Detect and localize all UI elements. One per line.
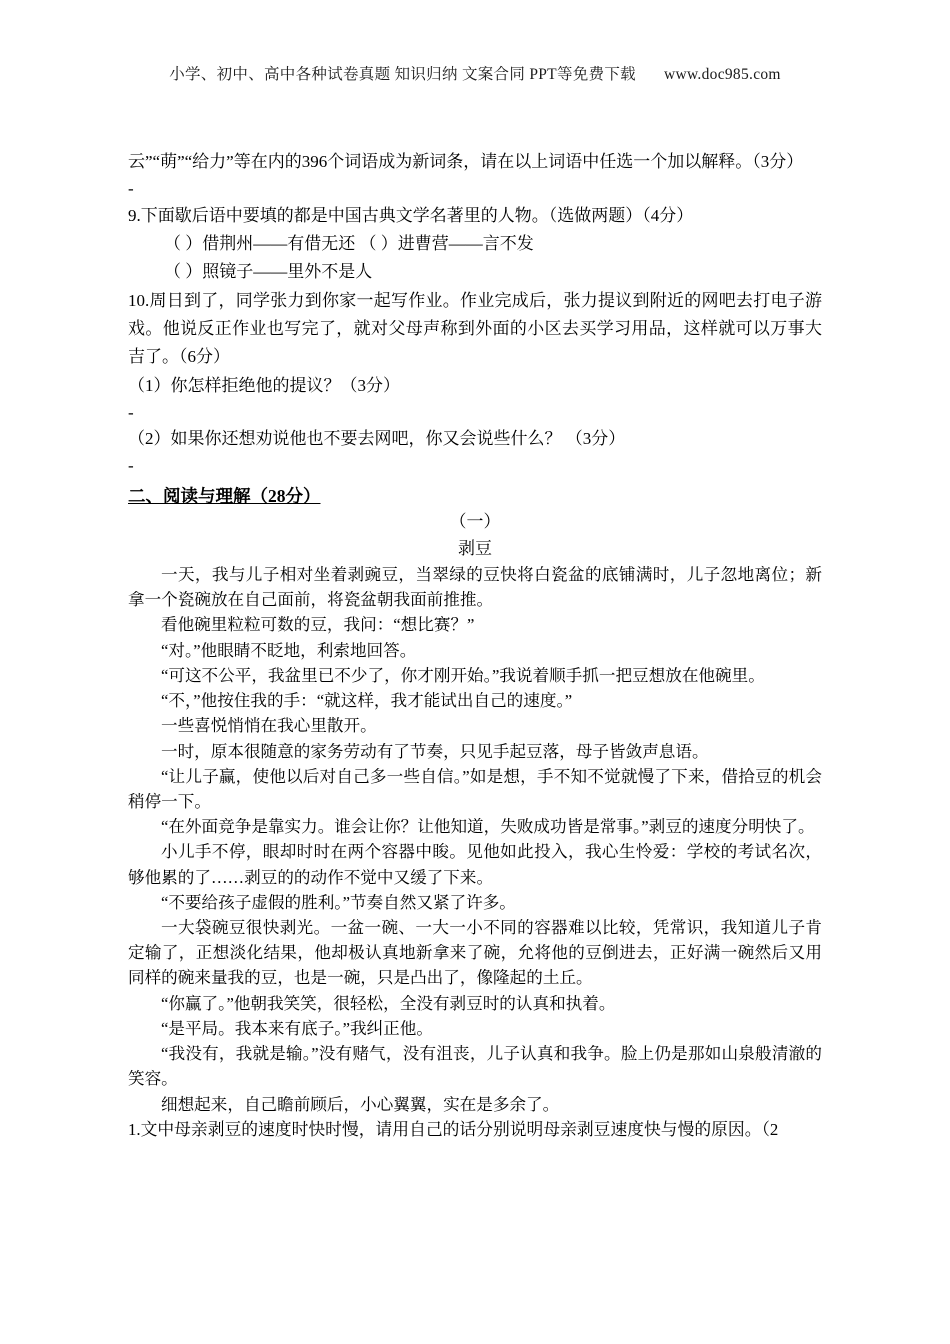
question-9-row-1: （ ）借荆州——有借无还 （ ）进曹营——言不发 [164, 233, 534, 253]
article-paragraph: 小儿手不停，眼却时时在两个容器中睃。见他如此投入，我心生怜爱：学校的考试名次，够他累的了……剥豆的的动作不觉中又缓了下来。 [128, 842, 822, 887]
part-label: （一） [449, 511, 501, 531]
article-paragraph: “可这不公平，我盆里已不少了，你才刚开始。”我说着顺手抓一把豆想放在他碗里。 [161, 665, 765, 685]
article-paragraph: 一大袋碗豆很快剥光。一盆一碗、一大一小不同的容器难以比较，凭常识，我知道儿子肯定输了，正想淡化结果，他却极认真地新拿来了碗，允将他的豆倒进去，正好满一碗然后又用同样的碗来量我的豆，也是一碗，只是凸出了，像隆起的土丘。 [128, 918, 822, 988]
article-paragraph: 一时，原本很随意的家务劳动有了节奏，只见手起豆落，母子皆敛声息语。 [161, 741, 709, 761]
question-10-sub-2: （2）如果你还想劝说他也不要去网吧，你又会说些什么？ （3分） [128, 429, 626, 449]
article-paragraph: 看他碗里粒粒可数的豆，我问：“想比赛？” [161, 615, 475, 635]
reading-question-1: 1.文中母亲剥豆的速度时快时慢，请用自己的话分别说明母亲剥豆速度快与慢的原因。（2 [128, 1119, 779, 1139]
section-heading [128, 479, 822, 508]
watermark-text: 小学、初中、高中各种试卷真题 知识归纳 文案合同 PPT等免费下载 [169, 66, 636, 83]
answer-blank-2: - [128, 402, 134, 422]
watermark-header [0, 62, 950, 84]
article-paragraph: “对。”他眼睛不眨地，利索地回答。 [161, 640, 417, 660]
question-10-sub-1: （1）你怎样拒绝他的提议？（3分） [128, 375, 400, 395]
article-paragraph: “你赢了。”他朝我笑笑，很轻松，全没有剥豆时的认真和执着。 [161, 993, 616, 1013]
article-paragraph: “让儿子赢，使他以后对自己多一些自信。”如是想，手不知不觉就慢了下来，借拾豆的机会稍停一下。 [128, 766, 822, 811]
article-paragraph: “是平局。我本来有底子。”我纠正他。 [161, 1018, 433, 1038]
question-10: 10.周日到了，同学张力到你家一起写作业。作业完成后，张力提议到附近的网吧去打电子游戏。他说反正作业也写完了，就对父母声称到外面的小区去买学习用品，这样就可以万事大吉了。（6分） [128, 291, 822, 367]
answer-blank-3: - [128, 456, 134, 476]
question-9-row-2: （ ）照镜子——里外不是人 [164, 262, 373, 282]
article-paragraph: “不，”他按住我的手：“就这样，我才能试出自己的速度。” [161, 691, 573, 711]
question-9: 9.下面歇后语中要填的都是中国古典文学名著里的人物。（选做两题）（4分） [128, 205, 694, 225]
watermark-url: www.doc985.com [663, 66, 781, 83]
article-title: 剥豆 [458, 538, 492, 558]
answer-blank-1: - [128, 179, 134, 199]
article-paragraph: “不要给孩子虚假的胜利。”节奏自然又紧了许多。 [161, 892, 516, 912]
article-paragraph-last: 细想起来，自己瞻前顾后，小心翼翼，实在是多余了。 [161, 1094, 560, 1114]
question-8-tail: 云”“萌”“给力”等在内的396个词语成为新词条，请在以上词语中任选一个加以解释。（3分） [128, 152, 804, 171]
article-paragraph: 一天，我与儿子相对坐着剥豌豆，当翠绿的豆快将白瓷盆的底铺满时，儿子忽地离位；新拿一个瓷碗放在自己面前，将瓷盆朝我面前推推。 [128, 564, 822, 610]
article-paragraph: “我没有，我就是输。”没有赌气，没有沮丧，儿子认真和我争。脸上仍是那如山泉般清澈的笑容。 [128, 1044, 822, 1089]
article-paragraph: “在外面竞争是靠实力。谁会让你？让他知道，失败成功皆是常事。”剥豆的速度分明快了。 [161, 817, 815, 837]
section-title-text: 二、阅读与理解（28分） [128, 485, 321, 506]
document-body [128, 148, 822, 1143]
article-paragraph: 一些喜悦悄悄在我心里散开。 [161, 716, 377, 736]
